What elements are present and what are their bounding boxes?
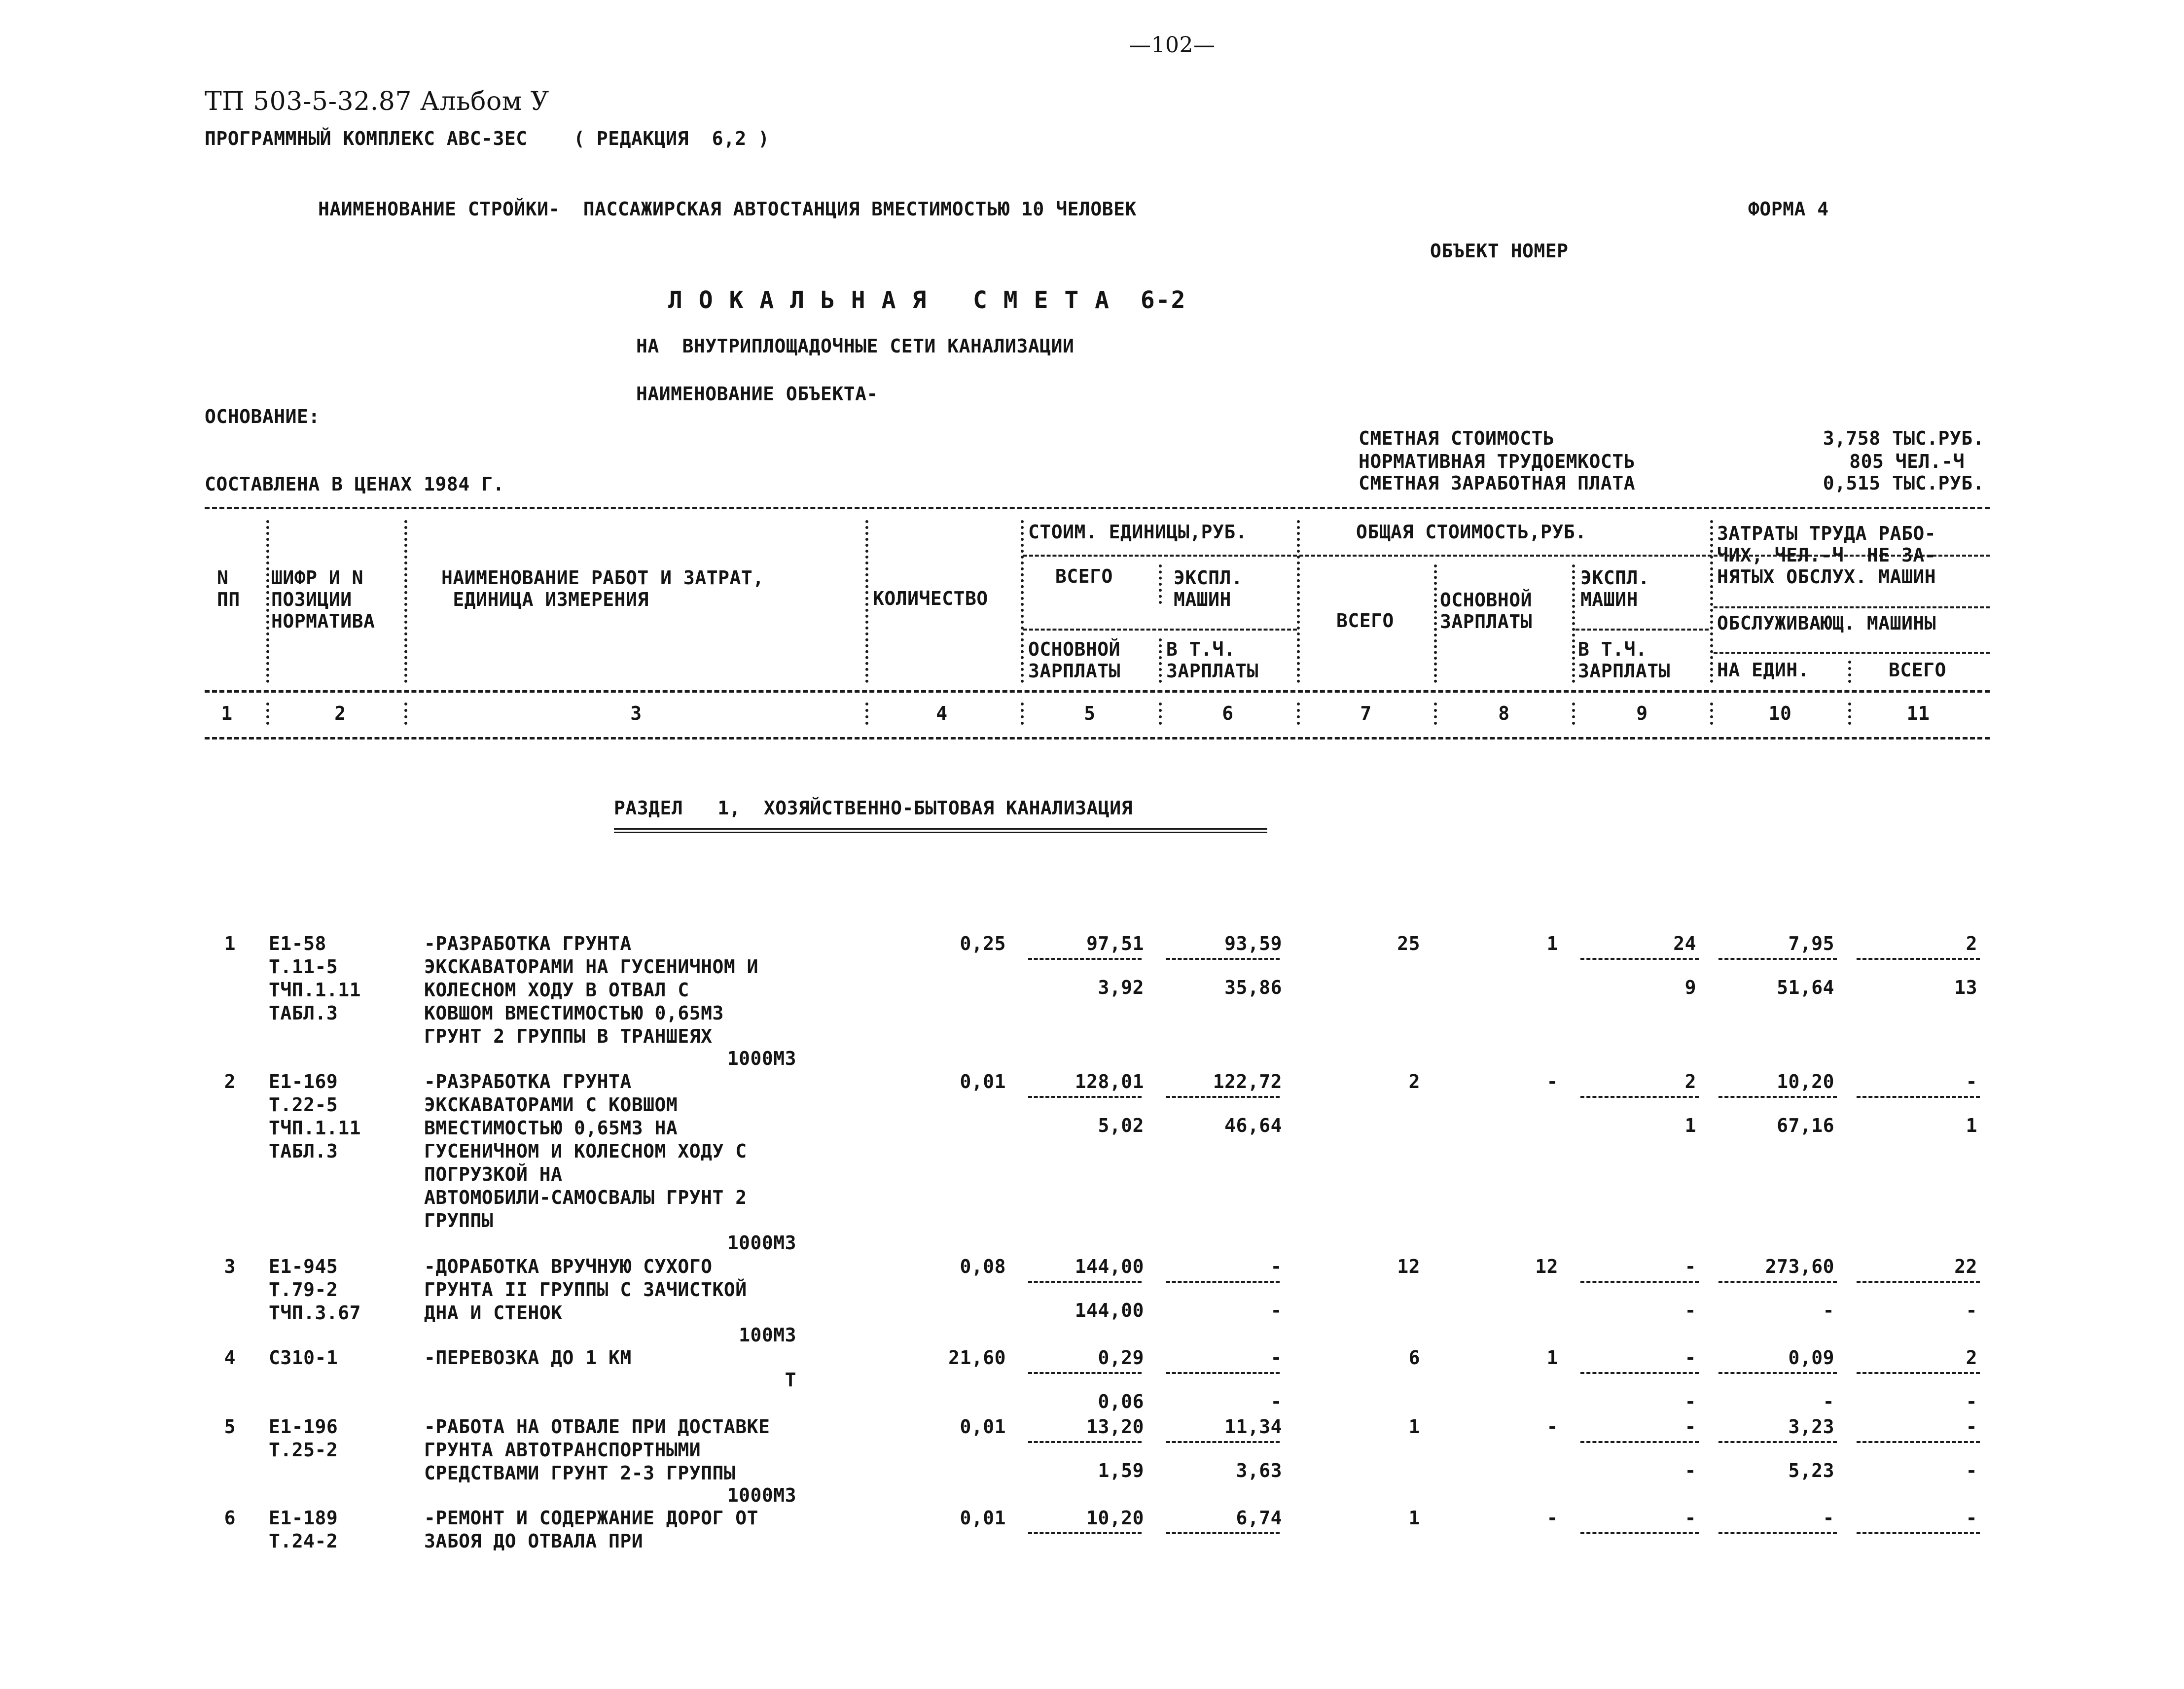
row-c11b: 13: [1954, 977, 1977, 998]
col-number-7: 7: [1360, 703, 1372, 724]
row-rule-c6: [1166, 1441, 1280, 1443]
row-rule-c5: [1028, 1372, 1142, 1374]
row-c10: 10,20: [1777, 1071, 1834, 1092]
row-name-line: -РАЗРАБОТКА ГРУНТА: [424, 933, 632, 954]
row-c8: 12: [1535, 1256, 1558, 1277]
labor-rule-2: [1714, 652, 1990, 654]
row-c9: -: [1684, 1507, 1696, 1529]
row-rule-c9: [1580, 1441, 1699, 1443]
row-c6b: 35,86: [1224, 977, 1282, 998]
software-line: ПРОГРАММНЫЙ КОМПЛЕКС АВС-ЗЕС ( РЕДАКЦИЯ 6,2 ): [205, 128, 770, 149]
estimate-subject: НА ВНУТРИПЛОЩАДОЧНЫЕ СЕТИ КАНАЛИЗАЦИИ: [636, 335, 1074, 357]
summary-value-labor: 805 ЧЕЛ.-Ч: [1849, 451, 1965, 472]
num-sep-10: [1848, 703, 1851, 725]
row-c10b: 67,16: [1777, 1115, 1834, 1136]
row-c10: 3,23: [1788, 1416, 1834, 1438]
unit-cost-rule: [1023, 555, 1297, 557]
col-sep-3: [865, 520, 868, 683]
summary-label-cost: СМЕТНАЯ СТОИМОСТЬ: [1359, 427, 1555, 449]
row-c6: 6,74: [1236, 1507, 1282, 1529]
row-c11: -: [1966, 1071, 1977, 1092]
col-sep-10: [1848, 661, 1851, 683]
row-c11b: -: [1966, 1300, 1977, 1321]
row-qty: 0,01: [960, 1507, 1006, 1529]
row-unit: Т: [785, 1369, 796, 1391]
row-rule-c6: [1166, 1532, 1280, 1534]
estimate-title: Л О К А Л Ь Н А Я С М Е Т А 6-2: [668, 286, 1186, 314]
row-name-line: ВМЕСТИМОСТЬЮ 0,65М3 НА: [424, 1117, 678, 1139]
row-rule-c11: [1857, 1372, 1980, 1374]
row-code: ТЧП.1.11: [269, 979, 361, 1001]
num-sep-7: [1434, 703, 1437, 725]
row-c8: -: [1546, 1416, 1558, 1438]
row-c7: 12: [1397, 1256, 1420, 1277]
row-c7: 2: [1408, 1071, 1420, 1092]
row-rule-c11: [1857, 1096, 1980, 1098]
row-rule-c6: [1166, 1281, 1280, 1283]
row-rule-c5: [1028, 1441, 1142, 1443]
row-number: 2: [224, 1071, 236, 1092]
row-name-line: -РЕМОНТ И СОДЕРЖАНИЕ ДОРОГ ОТ: [424, 1507, 758, 1529]
row-c10b: 51,64: [1777, 977, 1834, 998]
row-code: Е1-169: [269, 1071, 338, 1092]
row-c9: 2: [1684, 1071, 1696, 1092]
row-c10b: -: [1823, 1391, 1834, 1412]
unit-cost-mid-rule: [1023, 629, 1297, 631]
header-col1: N ПП: [217, 567, 240, 610]
row-code: Е1-196: [269, 1416, 338, 1438]
header-col9-top: ЭКСПЛ. МАШИН: [1580, 567, 1650, 610]
construction-name: НАИМЕНОВАНИЕ СТРОЙКИ- ПАССАЖИРСКАЯ АВТОСТАНЦИЯ ВМЕСТИМОСТЬЮ 10 ЧЕЛОВЕК: [318, 198, 1137, 220]
row-name-line: КОЛЕСНОМ ХОДУ В ОТВАЛ С: [424, 979, 689, 1001]
row-c6b: 46,64: [1224, 1115, 1282, 1136]
row-c9b: 1: [1684, 1115, 1696, 1136]
col-sep-2: [404, 520, 407, 683]
page-number: —102—: [1129, 33, 1216, 58]
row-c7: 25: [1397, 933, 1420, 954]
prices-label: СОСТАВЛЕНА В ЦЕНАХ 1984 Г.: [205, 473, 504, 495]
row-unit: 1000М3: [727, 1232, 796, 1254]
summary-value-wages: 0,515 ТЫС.РУБ.: [1823, 472, 1984, 494]
row-c10: -: [1823, 1507, 1834, 1529]
row-rule-c9: [1580, 1281, 1699, 1283]
row-c5: 97,51: [1086, 933, 1144, 954]
row-rule-c5: [1028, 1281, 1142, 1283]
header-col2: ШИФР И N ПОЗИЦИИ НОРМАТИВА: [271, 567, 375, 632]
row-name-line: ПОГРУЗКОЙ НА: [424, 1163, 563, 1185]
header-labor-sub: ОБСЛУЖИВАЮЩ. МАШИНЫ: [1717, 612, 1936, 634]
row-c11b: 1: [1966, 1115, 1977, 1136]
row-name-line: -РАБОТА НА ОТВАЛЕ ПРИ ДОСТАВКЕ: [424, 1416, 770, 1438]
row-qty: 21,60: [948, 1347, 1006, 1369]
num-sep-6: [1297, 703, 1300, 725]
summary-value-cost: 3,758 ТЫС.РУБ.: [1823, 427, 1984, 449]
row-name-line: -ДОРАБОТКА ВРУЧНУЮ СУХОГО: [424, 1256, 713, 1277]
row-unit: 1000М3: [727, 1484, 796, 1506]
row-code: С310-1: [269, 1347, 338, 1369]
row-c11: -: [1966, 1416, 1977, 1438]
row-number: 6: [224, 1507, 236, 1529]
row-c5b: 144,00: [1074, 1300, 1144, 1321]
row-c6: -: [1270, 1256, 1282, 1277]
row-rule-c9: [1580, 1372, 1699, 1374]
header-col7: ВСЕГО: [1336, 610, 1394, 632]
row-code: Т.79-2: [269, 1279, 338, 1301]
header-rule-bottom: [205, 737, 1990, 739]
row-name-line: ЭКСКАВАТОРАМИ С КОВШОМ: [424, 1094, 678, 1116]
row-name-line: -РАЗРАБОТКА ГРУНТА: [424, 1071, 632, 1092]
row-c6b: -: [1270, 1300, 1282, 1321]
row-name-line: КОВШОМ ВМЕСТИМОСТЬЮ 0,65М3: [424, 1002, 724, 1024]
row-c6: 93,59: [1224, 933, 1282, 954]
row-code: Т.24-2: [269, 1530, 338, 1552]
row-c6b: 3,63: [1236, 1460, 1282, 1481]
row-rule-c11: [1857, 1441, 1980, 1443]
row-name-line: ЭКСКАВАТОРАМИ НА ГУСЕНИЧНОМ И: [424, 956, 758, 978]
header-col3: НАИМЕНОВАНИЕ РАБОТ И ЗАТРАТ, ЕДИНИЦА ИЗМЕРЕНИЯ: [441, 567, 764, 610]
num-sep-8: [1572, 703, 1575, 725]
num-sep-9: [1710, 703, 1713, 725]
row-code: Т.11-5: [269, 956, 338, 978]
row-name-line: ЗАБОЯ ДО ОТВАЛА ПРИ: [424, 1530, 644, 1552]
col-number-11: 11: [1906, 703, 1930, 724]
row-c10b: -: [1823, 1300, 1834, 1321]
header-rule-top: [205, 507, 1990, 509]
col-number-10: 10: [1768, 703, 1792, 724]
header-labor: ЗАТРАТЫ ТРУДА РАБО- ЧИХ, ЧЕЛ.-Ч НЕ ЗА- НЯТЫХ ОБСЛУХ. МАШИН: [1717, 523, 1936, 588]
row-c7: 1: [1408, 1507, 1420, 1529]
row-c10: 273,60: [1765, 1256, 1834, 1277]
row-name-line: ГРУППЫ: [424, 1210, 494, 1232]
row-c9: -: [1684, 1416, 1696, 1438]
row-qty: 0,01: [960, 1416, 1006, 1438]
row-c8: 1: [1546, 1347, 1558, 1369]
row-name-line: ДНА И СТЕНОК: [424, 1302, 563, 1324]
row-code: Т.25-2: [269, 1439, 338, 1461]
row-c5: 128,01: [1074, 1071, 1144, 1092]
row-c11: 2: [1966, 1347, 1977, 1369]
header-col5-bottom: ОСНОВНОЙ ЗАРПЛАТЫ: [1028, 638, 1121, 682]
col-number-3: 3: [630, 703, 642, 724]
row-code: ТАБЛ.3: [269, 1002, 338, 1024]
row-c9b: 9: [1684, 977, 1696, 998]
col-number-8: 8: [1498, 703, 1510, 724]
row-c5b: 5,02: [1098, 1115, 1144, 1136]
row-c5: 0,29: [1098, 1347, 1144, 1369]
row-qty: 0,25: [960, 933, 1006, 954]
row-rule-c11: [1857, 1281, 1980, 1283]
row-rule-c5: [1028, 958, 1142, 960]
basis-label: ОСНОВАНИЕ:: [205, 406, 320, 427]
row-c5b: 3,92: [1098, 977, 1144, 998]
header-col9-bottom: В Т.Ч. ЗАРПЛАТЫ: [1578, 638, 1671, 682]
col-number-4: 4: [936, 703, 948, 724]
num-sep-4: [1021, 703, 1024, 725]
row-c11b: -: [1966, 1460, 1977, 1481]
row-c10: 7,95: [1788, 933, 1834, 954]
col-sep-5a: [1159, 564, 1162, 604]
col-sep-8: [1572, 564, 1575, 683]
col-number-9: 9: [1636, 703, 1648, 724]
row-rule-c10: [1719, 1096, 1837, 1098]
row-code: Е1-189: [269, 1507, 338, 1529]
row-c11b: -: [1966, 1391, 1977, 1412]
row-name-line: СРЕДСТВАМИ ГРУНТ 2-3 ГРУППЫ: [424, 1462, 736, 1484]
row-c5: 10,20: [1086, 1507, 1144, 1529]
col-sep-6: [1297, 520, 1300, 683]
row-code: Е1-58: [269, 933, 326, 954]
row-rule-c10: [1719, 958, 1837, 960]
header-col5-top: ВСЕГО: [1055, 565, 1113, 587]
row-rule-c10: [1719, 1532, 1837, 1534]
row-c6: 122,72: [1213, 1071, 1282, 1092]
row-name-line: ГРУНТА АВТОТРАНСПОРТНЫМИ: [424, 1439, 701, 1461]
row-c11: -: [1966, 1507, 1977, 1529]
row-c11: 2: [1966, 933, 1977, 954]
row-c9b: -: [1684, 1300, 1696, 1321]
row-code: ТАБЛ.3: [269, 1140, 338, 1162]
col-number-6: 6: [1222, 703, 1234, 724]
col-sep-1: [266, 520, 269, 683]
row-rule-c10: [1719, 1441, 1837, 1443]
row-c9b: -: [1684, 1391, 1696, 1412]
row-qty: 0,08: [960, 1256, 1006, 1277]
num-sep-3: [865, 703, 868, 725]
header-rule-mid: [205, 690, 1990, 693]
header-col4: КОЛИЧЕСТВО: [873, 588, 988, 609]
row-c6: -: [1270, 1347, 1282, 1369]
row-name-line: -ПЕРЕВОЗКА ДО 1 КМ: [424, 1347, 632, 1369]
row-c6: 11,34: [1224, 1416, 1282, 1438]
form-label: ФОРМА 4: [1748, 198, 1829, 220]
header-col10: НА ЕДИН.: [1717, 659, 1810, 681]
row-number: 1: [224, 933, 236, 954]
section-underline: [614, 828, 1267, 833]
row-rule-c10: [1719, 1281, 1837, 1283]
row-c5: 13,20: [1086, 1416, 1144, 1438]
row-rule-c5: [1028, 1532, 1142, 1534]
num-sep-1: [266, 703, 269, 725]
row-c9: -: [1684, 1256, 1696, 1277]
album-title: ТП 503-5-32.87 Альбом У: [205, 87, 549, 116]
header-col6-top: ЭКСПЛ. МАШИН: [1174, 567, 1243, 610]
row-c9: -: [1684, 1347, 1696, 1369]
row-c9: 24: [1673, 933, 1696, 954]
labor-rule-1: [1714, 606, 1990, 608]
row-name-line: ГУСЕНИЧНОМ И КОЛЕСНОМ ХОДУ С: [424, 1140, 747, 1162]
row-code: Е1-945: [269, 1256, 338, 1277]
row-c5: 144,00: [1074, 1256, 1144, 1277]
row-number: 3: [224, 1256, 236, 1277]
row-rule-c9: [1580, 958, 1699, 960]
row-rule-c6: [1166, 1096, 1280, 1098]
col-number-2: 2: [334, 703, 346, 724]
row-name-line: ГРУНТ 2 ГРУППЫ В ТРАНШЕЯХ: [424, 1025, 713, 1047]
row-rule-c6: [1166, 958, 1280, 960]
col-number-1: 1: [221, 703, 233, 724]
col-sep-4: [1021, 520, 1024, 683]
row-c9b: -: [1684, 1460, 1696, 1481]
row-code: Т.22-5: [269, 1094, 338, 1116]
machine-mid-rule: [1575, 629, 1709, 631]
section-title: РАЗДЕЛ 1, ХОЗЯЙСТВЕННО-БЫТОВАЯ КАНАЛИЗАЦИЯ: [614, 797, 1133, 819]
header-col6-bottom: В Т.Ч. ЗАРПЛАТЫ: [1166, 638, 1259, 682]
row-name-line: АВТОМОБИЛИ-САМОСВАЛЫ ГРУНТ 2: [424, 1187, 747, 1208]
row-c6b: -: [1270, 1391, 1282, 1412]
row-c8: -: [1546, 1507, 1558, 1529]
summary-label-wages: СМЕТНАЯ ЗАРАБОТНАЯ ПЛАТА: [1359, 472, 1636, 494]
header-col11: ВСЕГО: [1889, 659, 1946, 681]
row-number: 5: [224, 1416, 236, 1438]
row-rule-c11: [1857, 1532, 1980, 1534]
row-unit: 1000М3: [727, 1048, 796, 1069]
header-col8: ОСНОВНОЙ ЗАРПЛАТЫ: [1440, 589, 1533, 633]
row-c5b: 1,59: [1098, 1460, 1144, 1481]
col-sep-5b: [1159, 638, 1162, 683]
num-sep-5: [1159, 703, 1162, 725]
row-name-line: ГРУНТА II ГРУППЫ С ЗАЧИСТКОЙ: [424, 1279, 747, 1301]
row-rule-c11: [1857, 958, 1980, 960]
row-c7: 1: [1408, 1416, 1420, 1438]
row-c10: 0,09: [1788, 1347, 1834, 1369]
row-c10b: 5,23: [1788, 1460, 1834, 1481]
num-sep-2: [404, 703, 407, 725]
row-rule-c9: [1580, 1096, 1699, 1098]
row-rule-c10: [1719, 1372, 1837, 1374]
row-rule-c9: [1580, 1532, 1699, 1534]
object-name: НАИМЕНОВАНИЕ ОБЪЕКТА-: [636, 383, 878, 405]
row-code: ТЧП.3.67: [269, 1302, 361, 1324]
row-number: 4: [224, 1347, 236, 1369]
row-c7: 6: [1408, 1347, 1420, 1369]
object-number: ОБЪЕКТ НОМЕР: [1430, 240, 1569, 262]
row-rule-c5: [1028, 1096, 1142, 1098]
row-qty: 0,01: [960, 1071, 1006, 1092]
row-c11: 22: [1954, 1256, 1977, 1277]
row-c5b: 0,06: [1098, 1391, 1144, 1412]
row-c8: -: [1546, 1071, 1558, 1092]
row-rule-c6: [1166, 1372, 1280, 1374]
col-sep-9: [1710, 520, 1713, 683]
col-number-5: 5: [1084, 703, 1096, 724]
col-sep-7: [1434, 564, 1437, 683]
header-unit-cost: СТОИМ. ЕДИНИЦЫ,РУБ.: [1028, 521, 1248, 543]
summary-label-labor: НОРМАТИВНАЯ ТРУДОЕМКОСТЬ: [1359, 451, 1636, 472]
row-unit: 100М3: [739, 1324, 796, 1346]
row-c8: 1: [1546, 933, 1558, 954]
header-total-cost: ОБЩАЯ СТОИМОСТЬ,РУБ.: [1356, 521, 1587, 543]
row-code: ТЧП.1.11: [269, 1117, 361, 1139]
